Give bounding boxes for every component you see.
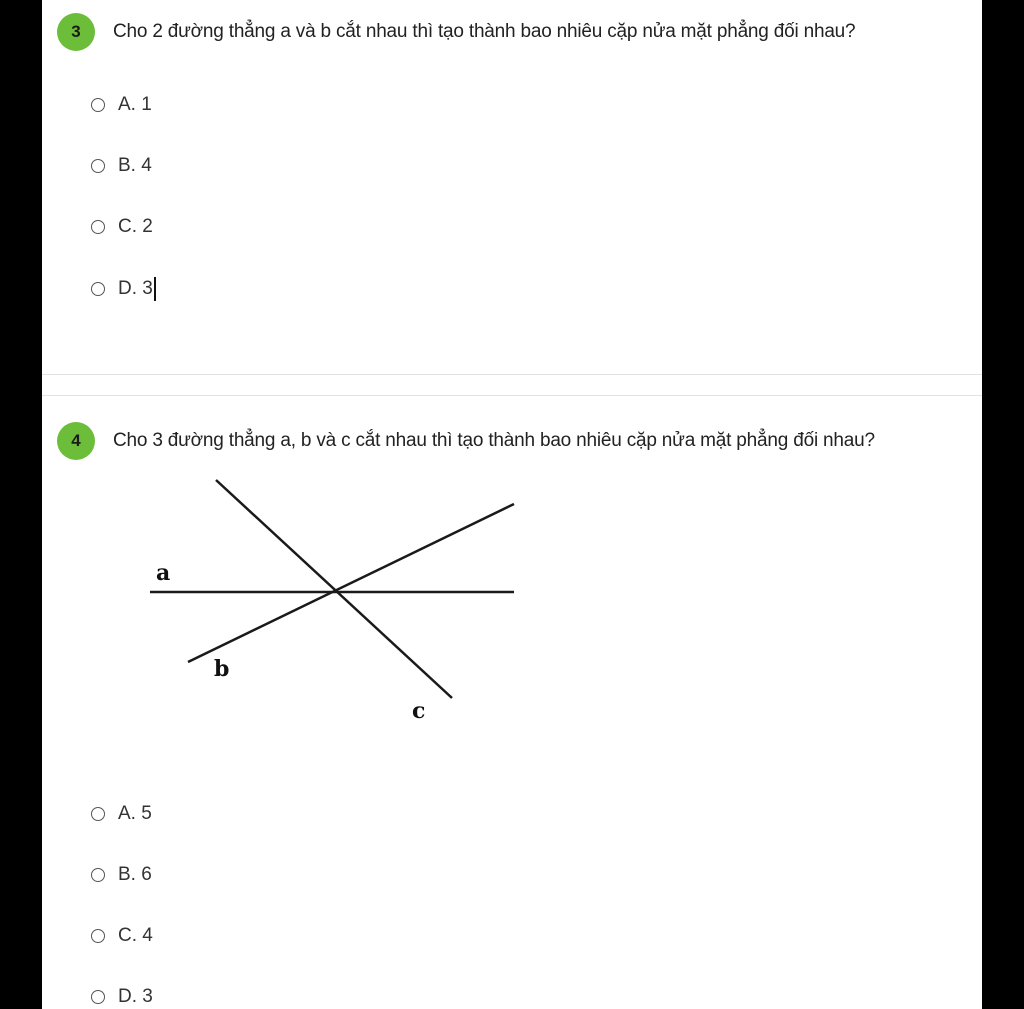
option-d[interactable] [91,985,153,1009]
option-b[interactable] [91,154,152,178]
line-b [188,504,514,662]
option-label: A. 1 [118,94,152,115]
option-label: B. 6 [118,864,152,885]
option-a[interactable] [91,802,152,826]
three-lines-figure [150,466,530,736]
line-c [216,480,452,698]
question-number-badge: 4 [57,422,95,460]
card-separator [42,374,982,396]
label-c: c [412,698,426,724]
question-text: Cho 2 đường thẳng a và b cắt nhau thì tạo thành bao nhiêu cặp nửa mặt phẳng đối nhau? [113,21,856,42]
question-card-4 [42,396,982,1009]
label-b: b [214,656,230,682]
radio-unchecked-icon[interactable] [91,282,105,296]
radio-unchecked-icon[interactable] [91,159,105,173]
option-c[interactable] [91,924,153,948]
option-label: D. 3 [118,278,153,299]
question-card-3 [42,0,982,374]
option-label: C. 4 [118,925,153,946]
radio-unchecked-icon[interactable] [91,807,105,821]
radio-unchecked-icon[interactable] [91,990,105,1004]
question-text: Cho 3 đường thẳng a, b và c cắt nhau thì tạo thành bao nhiêu cặp nửa mặt phẳng đối nhau? [113,430,875,451]
question-header [57,13,855,51]
option-label: B. 4 [118,155,152,176]
option-d[interactable] [91,277,156,301]
label-a: a [156,560,171,586]
quiz-page [42,0,982,1009]
option-label: C. 2 [118,216,153,237]
question-number-badge: 3 [57,13,95,51]
text-cursor [154,277,156,301]
option-c[interactable] [91,215,153,239]
option-label: D. 3 [118,986,153,1007]
radio-unchecked-icon[interactable] [91,220,105,234]
radio-unchecked-icon[interactable] [91,929,105,943]
radio-unchecked-icon[interactable] [91,868,105,882]
option-b[interactable] [91,863,152,887]
radio-unchecked-icon[interactable] [91,98,105,112]
option-a[interactable] [91,93,152,117]
option-label: A. 5 [118,803,152,824]
question-header [57,422,875,460]
